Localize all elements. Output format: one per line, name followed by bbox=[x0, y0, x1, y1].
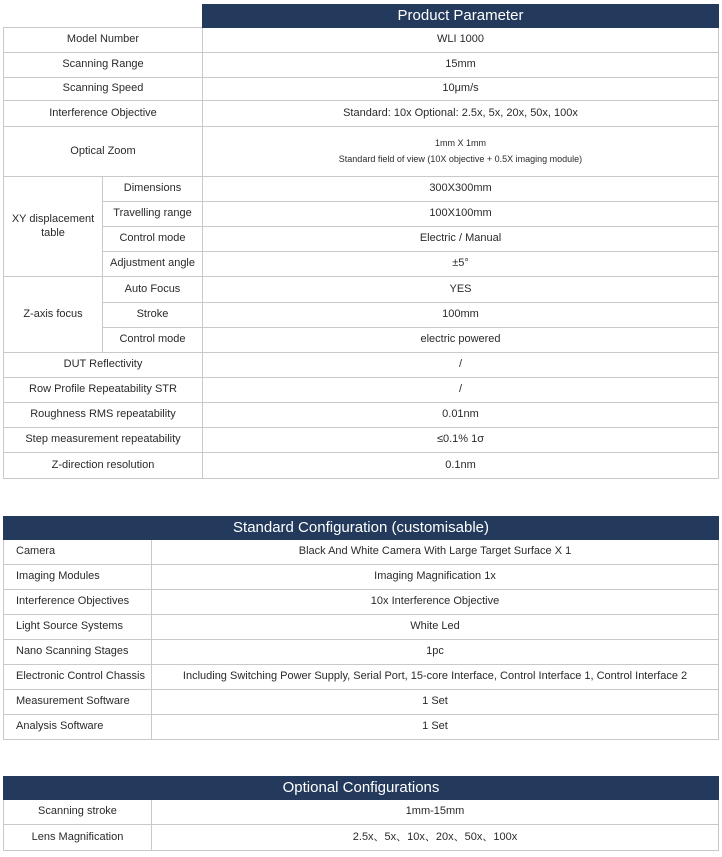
row-value: 1mm-15mm bbox=[152, 800, 719, 825]
row-label: Roughness RMS repeatability bbox=[4, 403, 203, 428]
row-label: Step measurement repeatability bbox=[4, 428, 203, 453]
table-row bbox=[4, 590, 719, 615]
row-label: Row Profile Repeatability STR bbox=[4, 378, 203, 403]
row-label: Nano Scanning Stages bbox=[4, 640, 152, 665]
table-header bbox=[4, 5, 719, 28]
product-parameter-title: Product Parameter bbox=[203, 5, 719, 28]
row-value: / bbox=[203, 378, 719, 403]
table-row bbox=[4, 101, 719, 127]
optional-configurations-title: Optional Configurations bbox=[4, 777, 719, 800]
row-value: YES bbox=[203, 277, 719, 303]
table-row bbox=[4, 428, 719, 453]
optical-zoom-line2: Standard field of view (10X objective + 0.5X imaging module) bbox=[338, 153, 583, 164]
row-label: Analysis Software bbox=[4, 715, 152, 740]
table-row bbox=[4, 28, 719, 53]
row-value: 0.1nm bbox=[203, 453, 719, 479]
table-row bbox=[4, 690, 719, 715]
row-label: Light Source Systems bbox=[4, 615, 152, 640]
group-label-xy: XY displacement table bbox=[4, 177, 103, 277]
table-row bbox=[4, 665, 719, 690]
row-value: / bbox=[203, 353, 719, 378]
row-value: 300X300mm bbox=[203, 177, 719, 202]
row-value: 1pc bbox=[152, 640, 719, 665]
row-value: Imaging Magnification 1x bbox=[152, 565, 719, 590]
sub-label: Auto Focus bbox=[103, 277, 203, 303]
row-value: 1 Set bbox=[152, 690, 719, 715]
row-value: Standard: 10x Optional: 2.5x, 5x, 20x, 50x, 100x bbox=[203, 101, 719, 127]
row-label: Measurement Software bbox=[4, 690, 152, 715]
table-row bbox=[4, 177, 719, 202]
table-row bbox=[4, 715, 719, 740]
table-row bbox=[4, 565, 719, 590]
standard-configuration-table bbox=[3, 516, 719, 740]
row-value: Black And White Camera With Large Target Surface X 1 bbox=[152, 540, 719, 565]
row-value: 10x Interference Objective bbox=[152, 590, 719, 615]
sub-label: Travelling range bbox=[103, 202, 203, 227]
product-parameter-table bbox=[3, 4, 719, 479]
sub-label: Control mode bbox=[103, 227, 203, 252]
table-row bbox=[4, 800, 719, 825]
table-row bbox=[4, 453, 719, 479]
table-row bbox=[4, 53, 719, 78]
sub-label: Control mode bbox=[103, 328, 203, 353]
table-row bbox=[4, 127, 719, 177]
row-value: ±5° bbox=[203, 252, 719, 277]
table-row bbox=[4, 227, 719, 252]
row-value bbox=[203, 127, 719, 177]
group-label-z: Z-axis focus bbox=[4, 277, 103, 353]
row-value: Electric / Manual bbox=[203, 227, 719, 252]
row-value: 100X100mm bbox=[203, 202, 719, 227]
table-row bbox=[4, 615, 719, 640]
row-label: Interference Objectives bbox=[4, 590, 152, 615]
table-row bbox=[4, 825, 719, 851]
sub-label: Adjustment angle bbox=[103, 252, 203, 277]
row-label: Scanning Speed bbox=[4, 78, 203, 101]
row-value: 0.01nm bbox=[203, 403, 719, 428]
row-value: 2.5x、5x、10x、20x、50x、100x bbox=[152, 825, 719, 851]
row-label: Imaging Modules bbox=[4, 565, 152, 590]
row-value: ≤0.1% 1σ bbox=[203, 428, 719, 453]
sub-label: Stroke bbox=[103, 303, 203, 328]
table-header bbox=[4, 777, 719, 800]
table-row bbox=[4, 277, 719, 303]
header-blank bbox=[4, 5, 203, 28]
row-value: WLI 1000 bbox=[203, 28, 719, 53]
table-row bbox=[4, 78, 719, 101]
row-label: Z-direction resolution bbox=[4, 453, 203, 479]
row-label: Optical Zoom bbox=[4, 127, 203, 177]
table-row bbox=[4, 378, 719, 403]
row-value: electric powered bbox=[203, 328, 719, 353]
row-value: 100mm bbox=[203, 303, 719, 328]
row-value: White Led bbox=[152, 615, 719, 640]
optional-configurations-table bbox=[3, 776, 719, 851]
row-value: 10μm/s bbox=[203, 78, 719, 101]
row-label: Model Number bbox=[4, 28, 203, 53]
table-row bbox=[4, 328, 719, 353]
table-row bbox=[4, 353, 719, 378]
row-label: DUT Reflectivity bbox=[4, 353, 203, 378]
row-value: 1 Set bbox=[152, 715, 719, 740]
table-row bbox=[4, 640, 719, 665]
table-row bbox=[4, 540, 719, 565]
table-row bbox=[4, 202, 719, 227]
row-label: Lens Magnification bbox=[4, 825, 152, 851]
row-label: Scanning Range bbox=[4, 53, 203, 78]
row-label: Scanning stroke bbox=[4, 800, 152, 825]
table-row bbox=[4, 403, 719, 428]
table-row bbox=[4, 303, 719, 328]
row-label: Camera bbox=[4, 540, 152, 565]
optical-zoom-line1: 1mm X 1mm bbox=[434, 138, 486, 149]
sub-label: Dimensions bbox=[103, 177, 203, 202]
row-label: Electronic Control Chassis bbox=[4, 665, 152, 690]
row-value: 15mm bbox=[203, 53, 719, 78]
row-value: Including Switching Power Supply, Serial Port, 15-core Interface, Control Interface 1, Control Interface 2 bbox=[152, 665, 719, 690]
row-label: Interference Objective bbox=[4, 101, 203, 127]
standard-configuration-title: Standard Configuration (customisable) bbox=[4, 517, 719, 540]
table-header bbox=[4, 517, 719, 540]
table-row bbox=[4, 252, 719, 277]
